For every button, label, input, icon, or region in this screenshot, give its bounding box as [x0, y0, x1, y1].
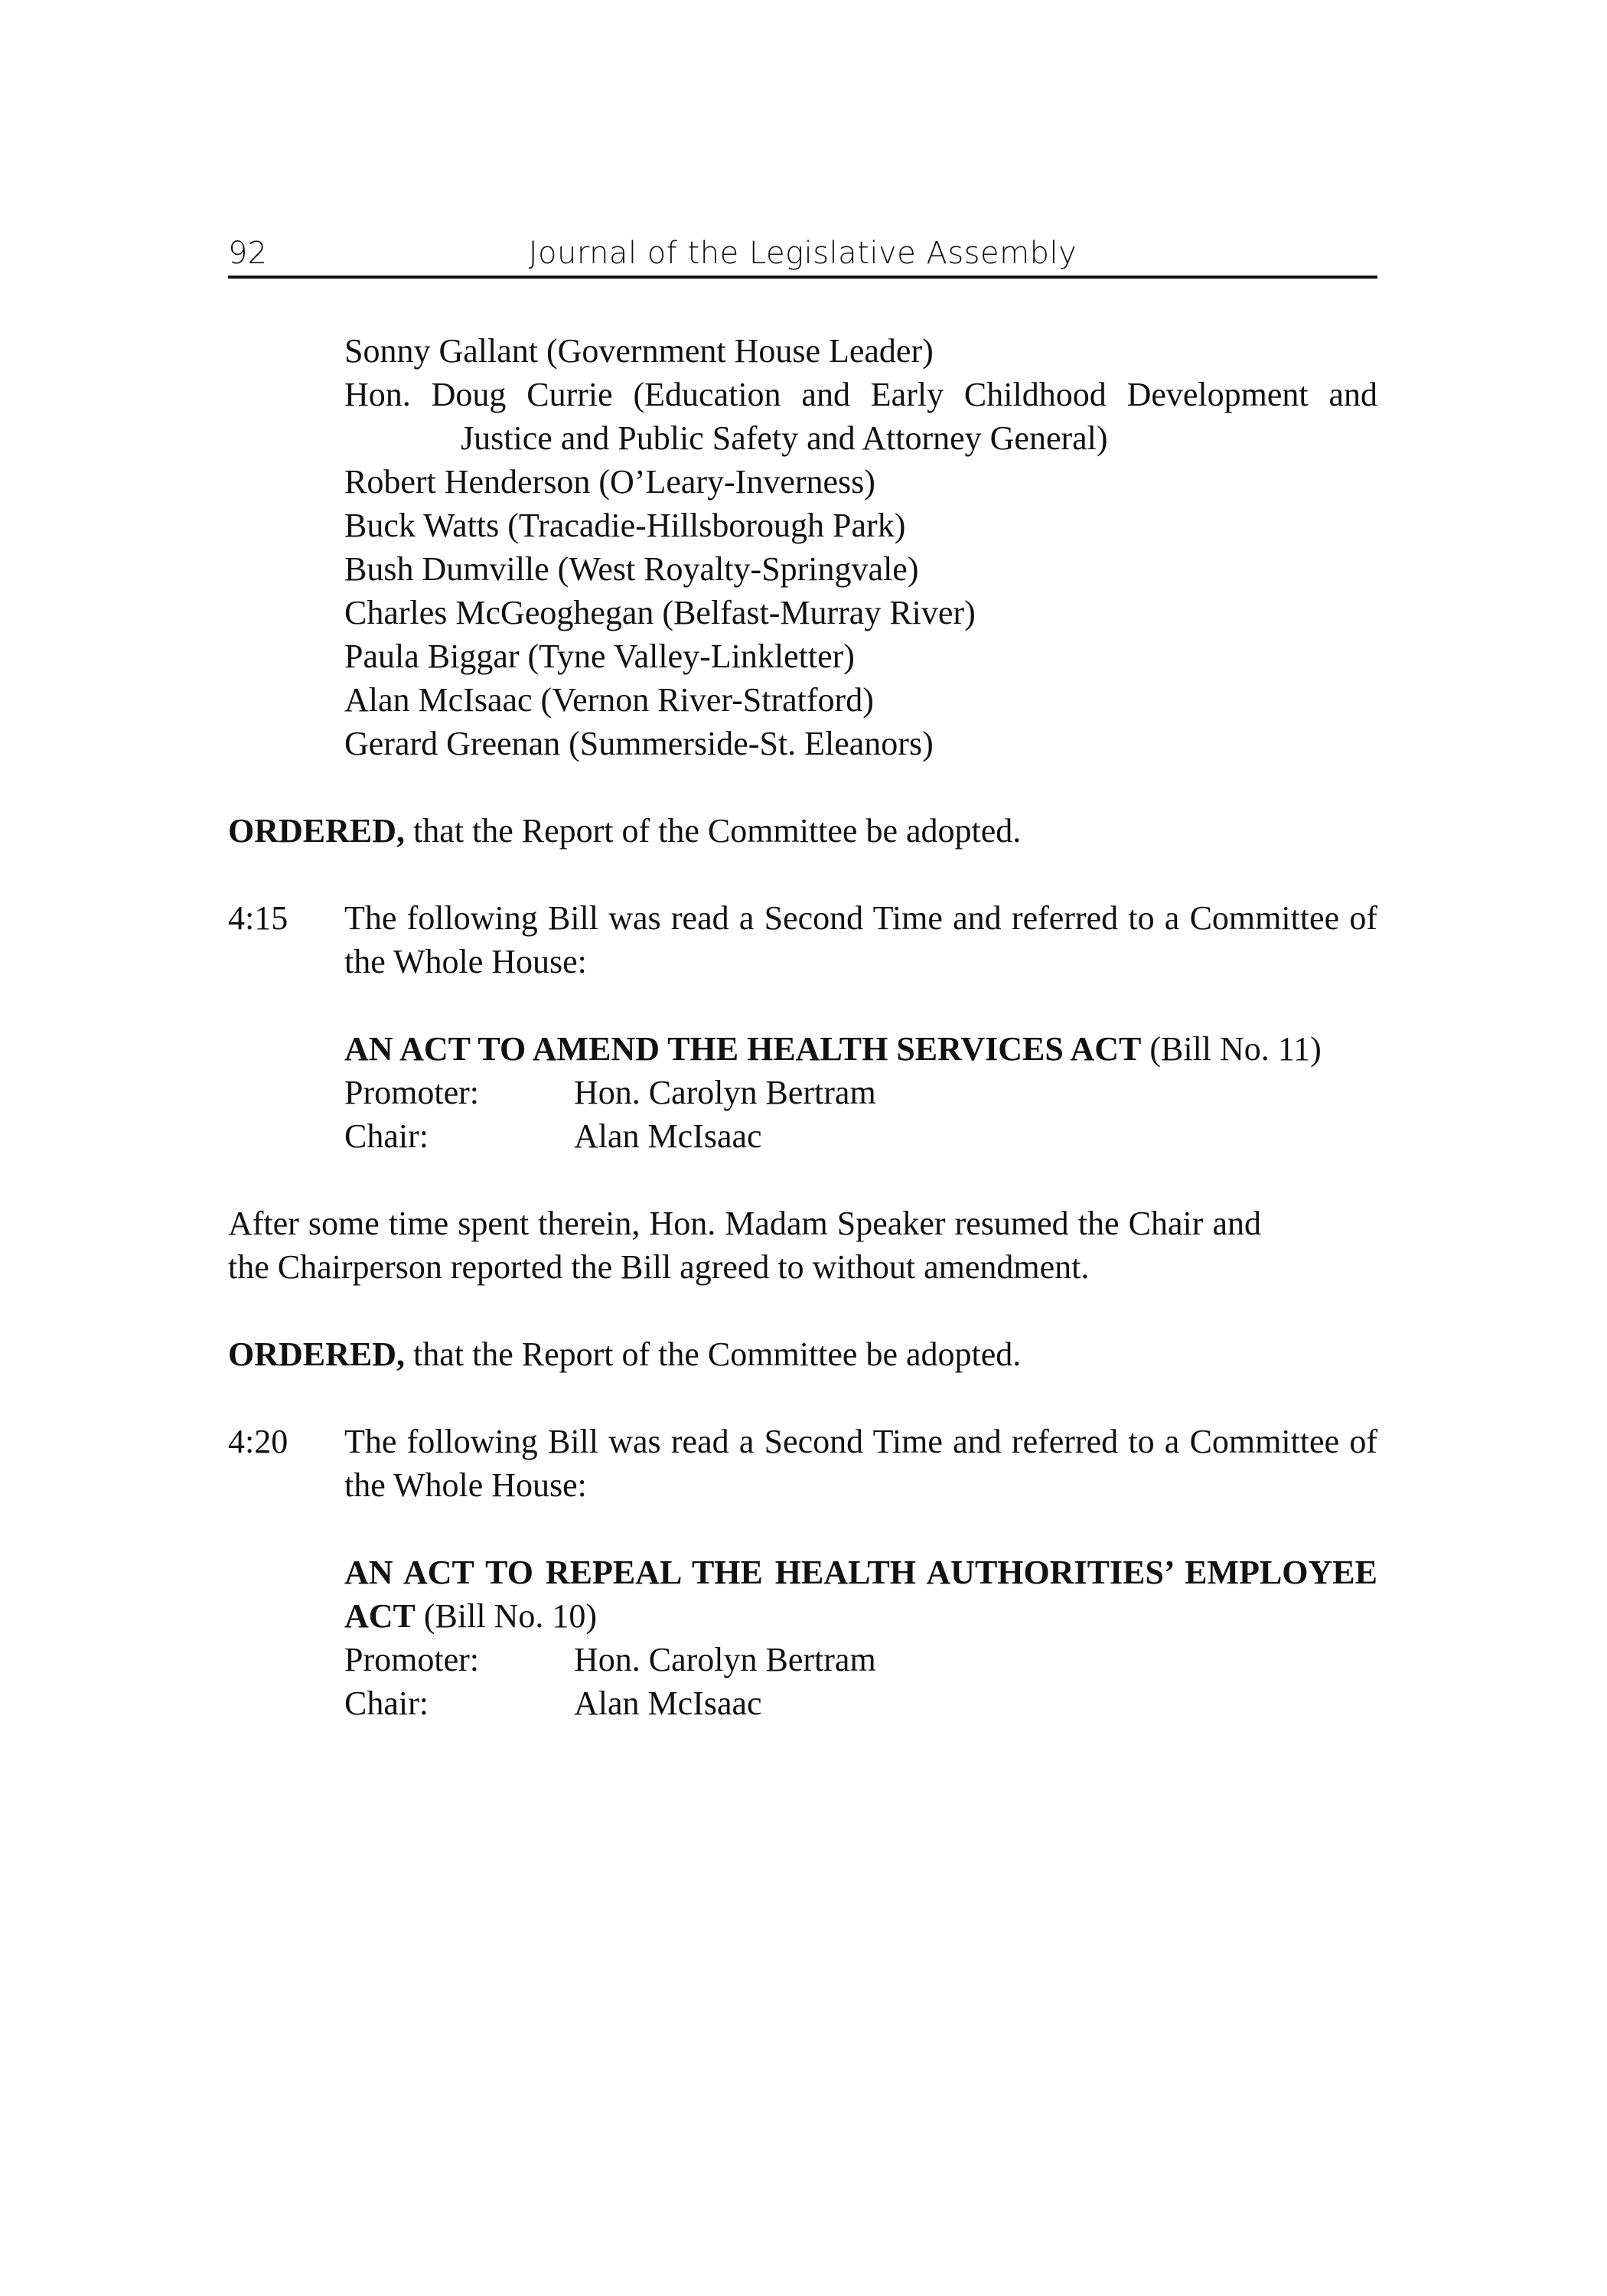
member-item: Robert Henderson (O’Leary-Inverness) — [344, 463, 875, 501]
journal-entry — [228, 896, 1377, 983]
bill-block — [344, 1551, 1377, 1725]
member-item: Buck Watts (Tracadie-Hillsborough Park) — [344, 507, 906, 544]
promoter-row — [344, 1071, 1377, 1114]
member-item: Gerard Greenan (Summerside-St. Eleanors) — [344, 725, 934, 762]
chair-label: Chair: — [344, 1117, 429, 1155]
ordered-paragraph — [228, 809, 1261, 853]
bill-heading — [344, 1551, 1377, 1638]
promoter-value: Hon. Carolyn Bertram — [574, 1074, 876, 1111]
ordered-text: that the Report of the Committee be adopted. — [405, 1336, 1022, 1373]
bill-heading — [344, 1027, 1377, 1071]
member-item: Sonny Gallant (Government House Leader) — [344, 332, 934, 370]
chair-value: Alan McIsaac — [574, 1117, 762, 1155]
member-list — [344, 329, 1377, 765]
bill-block — [344, 1027, 1377, 1158]
entry-time: 4:20 — [228, 1423, 288, 1460]
journal-entry — [228, 1420, 1377, 1507]
bill-title: AN ACT TO REPEAL THE HEALTH AUTHORITIES’ EMPLOYEE ACT — [344, 1554, 1377, 1635]
member-item: Paula Biggar (Tyne Valley-Linkletter) — [344, 638, 855, 675]
chair-value: Alan McIsaac — [574, 1684, 762, 1722]
ordered-keyword: ORDERED, — [228, 812, 406, 850]
ordered-text: that the Report of the Committee be adopted. — [405, 812, 1022, 850]
promoter-row — [344, 1638, 1377, 1681]
ordered-paragraph — [228, 1332, 1261, 1376]
bill-number: (Bill No. 11) — [1141, 1030, 1322, 1068]
member-item: Charles McGeoghegan (Belfast-Murray River) — [344, 594, 976, 631]
page-number: 92 — [228, 236, 267, 271]
proceedings-paragraph: After some time spent therein, Hon. Madam Speaker resumed the Chair and the Chairperson reported the Bill agreed to without amendment. — [228, 1205, 1261, 1286]
page-header — [228, 228, 1377, 279]
bill-number: (Bill No. 10) — [415, 1597, 598, 1635]
promoter-label: Promoter: — [344, 1074, 479, 1111]
entry-time: 4:15 — [228, 899, 288, 937]
entry-text: The following Bill was read a Second Time and referred to a Committee of the Whole House: — [344, 1423, 1377, 1504]
entry-text: The following Bill was read a Second Time and referred to a Committee of the Whole House: — [344, 899, 1377, 980]
chair-row — [344, 1681, 1377, 1725]
promoter-label: Promoter: — [344, 1641, 479, 1678]
chair-row — [344, 1114, 1377, 1158]
running-title: Journal of the Legislative Assembly — [528, 236, 1077, 271]
page-body — [228, 329, 1377, 1725]
promoter-value: Hon. Carolyn Bertram — [574, 1641, 876, 1678]
member-item: Alan McIsaac (Vernon River-Stratford) — [344, 681, 874, 719]
member-item: Bush Dumville (West Royalty-Springvale) — [344, 550, 919, 588]
ordered-keyword: ORDERED, — [228, 1336, 406, 1373]
member-item: Hon. Doug Currie (Education and Early Childhood Development and Justice and Public Safety and Attorney General) — [344, 376, 1377, 457]
chair-label: Chair: — [344, 1684, 429, 1722]
bill-title: AN ACT TO AMEND THE HEALTH SERVICES ACT — [344, 1030, 1142, 1068]
